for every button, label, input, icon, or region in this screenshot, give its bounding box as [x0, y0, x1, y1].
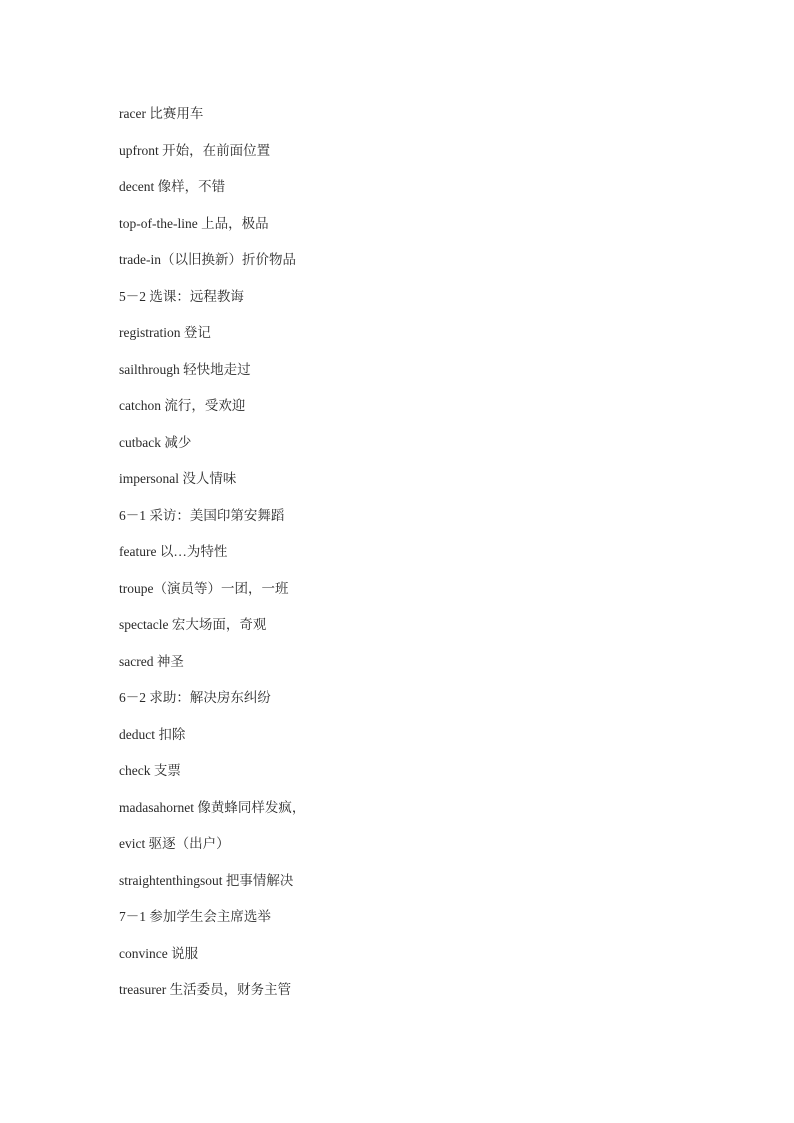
vocabulary-entry: feature 以…为特性	[119, 544, 228, 559]
vocabulary-entry: convince 说服	[119, 945, 199, 961]
vocabulary-entry: decent 像样，不错	[119, 179, 226, 194]
vocabulary-entry: cutback 减少	[119, 434, 192, 450]
vocabulary-entry: treasurer 生活委员，财务主管	[119, 982, 292, 997]
vocabulary-entry: deduct 扣除	[119, 726, 186, 742]
vocabulary-list	[119, 104, 719, 1017]
section-heading: 6－1 采访：美国印第安舞蹈	[119, 507, 285, 523]
vocabulary-entry: madasahornet 像黄蜂同样发疯，	[119, 799, 306, 815]
section-heading: 5－2 选课：远程教诲	[119, 288, 244, 304]
vocabulary-entry: evict 驱逐（出户）	[119, 836, 230, 851]
vocabulary-entry: sailthrough 轻快地走过	[119, 361, 251, 377]
vocabulary-entry: catchon 流行，受欢迎	[119, 398, 246, 413]
vocabulary-entry: racer 比赛用车	[119, 106, 204, 121]
vocabulary-entry: straightenthingsout 把事情解决	[119, 872, 294, 888]
vocabulary-entry: registration 登记	[119, 325, 211, 340]
vocabulary-entry: spectacle 宏大场面，奇观	[119, 617, 267, 632]
section-heading: 7－1 参加学生会主席选举	[119, 909, 271, 924]
vocabulary-entry: upfront 开始，在前面位置	[119, 142, 271, 158]
vocabulary-entry: troupe（演员等）一团，一班	[119, 580, 289, 596]
vocabulary-entry: impersonal 没人情味	[119, 471, 237, 486]
vocabulary-entry: sacred 神圣	[119, 653, 184, 669]
vocabulary-entry: top-of-the-line 上品，极品	[119, 215, 269, 231]
section-heading: 6－2 求助：解决房东纠纷	[119, 690, 271, 705]
vocabulary-entry: trade-in（以旧换新）折价物品	[119, 252, 296, 267]
vocabulary-entry: check 支票	[119, 763, 181, 778]
